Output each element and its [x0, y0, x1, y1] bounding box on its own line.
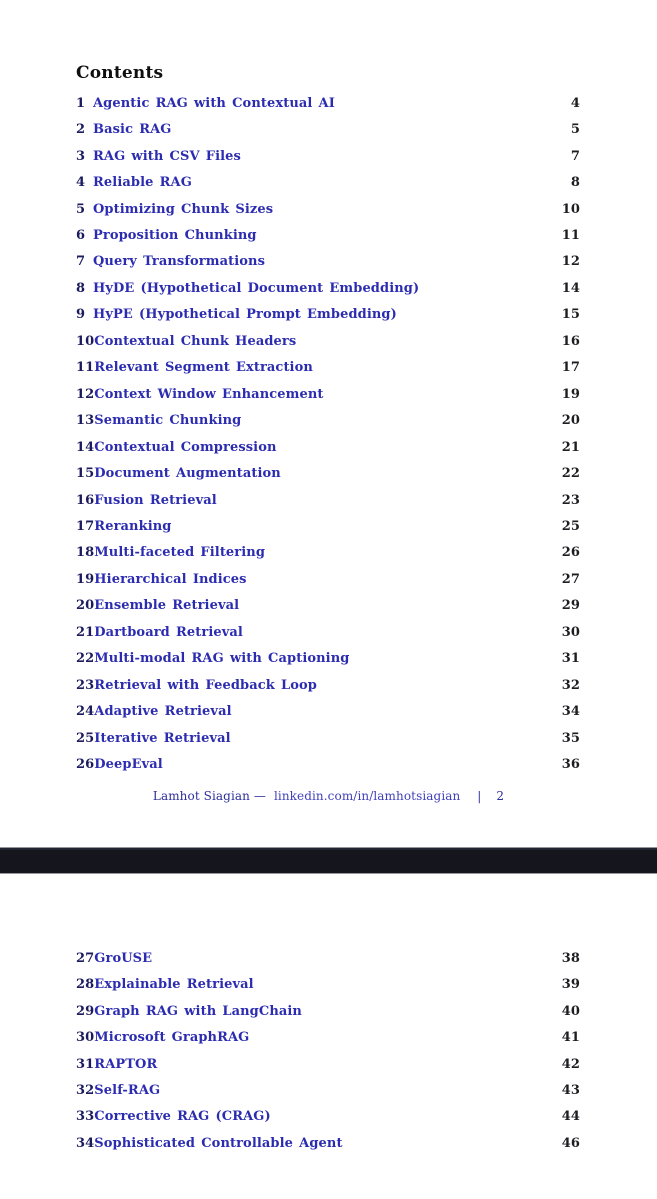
toc-entry-page: 20	[561, 413, 580, 429]
footer-author: Lamhot Siagian	[152, 789, 250, 803]
footer-linkedin-link[interactable]: linkedin.com/in/lamhotsiagian	[273, 789, 461, 803]
toc-entry[interactable]	[76, 998, 580, 1024]
toc-entry-number: 15	[76, 466, 95, 482]
toc-entry-title: DeepEval	[94, 757, 163, 773]
toc-entry-number: 16	[76, 492, 95, 508]
toc-entry-number: 2	[76, 122, 86, 138]
toc-list-page-2	[76, 945, 580, 1157]
toc-entry-number: 23	[76, 677, 95, 693]
toc-entry[interactable]	[76, 90, 580, 116]
toc-entry[interactable]	[76, 169, 580, 195]
toc-entry[interactable]	[76, 381, 580, 407]
toc-entry-title: Contextual Chunk Headers	[94, 333, 297, 349]
toc-entry-number: 21	[76, 624, 95, 640]
toc-entry-number: 24	[76, 704, 95, 720]
toc-entry-page: 40	[561, 1003, 580, 1019]
toc-entry-title: Proposition Chunking	[93, 227, 257, 243]
toc-entry-title: Fusion Retrieval	[94, 492, 217, 508]
toc-entry[interactable]	[76, 355, 580, 381]
toc-entry[interactable]	[76, 513, 580, 539]
toc-entry-title: Dartboard Retrieval	[94, 624, 243, 640]
toc-list-page-1	[76, 90, 580, 778]
toc-entry-page: 32	[561, 677, 580, 693]
toc-entry[interactable]	[76, 566, 580, 592]
toc-entry-title: HyDE (Hypothetical Document Embedding)	[93, 280, 420, 296]
toc-entry-page: 12	[561, 254, 580, 270]
toc-entry-number: 8	[76, 280, 86, 296]
toc-entry-title: Multi-faceted Filtering	[94, 545, 266, 561]
toc-entry-page: 10	[561, 201, 580, 217]
toc-entry[interactable]	[76, 249, 580, 275]
toc-entry-page: 31	[561, 651, 580, 667]
toc-entry-number: 10	[76, 333, 95, 349]
toc-entry-number: 14	[76, 439, 95, 455]
toc-entry[interactable]	[76, 222, 580, 248]
toc-entry[interactable]	[76, 751, 580, 777]
toc-entry-number: 11	[76, 360, 95, 376]
toc-entry-title: Self-RAG	[94, 1082, 161, 1098]
toc-entry-page: 15	[561, 307, 580, 323]
page-footer	[0, 789, 657, 803]
toc-entry-title: Reliable RAG	[93, 175, 192, 191]
footer-page-number: 2	[496, 789, 505, 803]
toc-entry[interactable]	[76, 196, 580, 222]
toc-entry[interactable]	[76, 460, 580, 486]
footer-dash: —	[253, 789, 267, 803]
toc-entry[interactable]	[76, 945, 580, 971]
toc-entry[interactable]	[76, 540, 580, 566]
toc-entry-number: 6	[76, 227, 86, 243]
toc-entry-page: 14	[561, 280, 580, 296]
toc-entry-title: Query Transformations	[93, 254, 266, 270]
toc-entry-title: Adaptive Retrieval	[94, 704, 232, 720]
toc-entry-page: 22	[561, 466, 580, 482]
toc-entry-title: Relevant Segment Extraction	[94, 360, 313, 376]
toc-entry-page: 44	[561, 1109, 580, 1125]
toc-entry-page: 17	[561, 360, 580, 376]
toc-entry[interactable]	[76, 619, 580, 645]
toc-entry-title: Graph RAG with LangChain	[94, 1003, 302, 1019]
toc-entry-number: 28	[76, 977, 95, 993]
toc-entry[interactable]	[76, 646, 580, 672]
toc-entry-title: Reranking	[94, 518, 172, 534]
toc-entry-title: Basic RAG	[93, 122, 172, 138]
page-separator	[0, 847, 657, 874]
toc-entry[interactable]	[76, 1077, 580, 1103]
toc-entry-title: Retrieval with Feedback Loop	[94, 677, 317, 693]
toc-entry-title: Sophisticated Controllable Agent	[94, 1135, 343, 1151]
toc-entry-title: Ensemble Retrieval	[94, 598, 240, 614]
toc-entry-page: 39	[561, 977, 580, 993]
toc-entry[interactable]	[76, 1130, 580, 1156]
toc-entry-number: 27	[76, 950, 95, 966]
toc-entry-number: 4	[76, 175, 86, 191]
toc-entry-title: Document Augmentation	[94, 466, 281, 482]
toc-entry-title: Context Window Enhancement	[94, 386, 324, 402]
toc-entry-page: 38	[561, 950, 580, 966]
toc-entry-title: Multi-modal RAG with Captioning	[94, 651, 350, 667]
toc-entry-page: 35	[561, 730, 580, 746]
toc-entry-page: 36	[561, 757, 580, 773]
toc-entry-title: Agentic RAG with Contextual AI	[93, 95, 335, 111]
toc-entry-page: 43	[561, 1082, 580, 1098]
toc-entry-number: 18	[76, 545, 95, 561]
toc-entry-number: 22	[76, 651, 95, 667]
toc-entry-page: 41	[561, 1030, 580, 1046]
toc-entry-title: Optimizing Chunk Sizes	[93, 201, 274, 217]
toc-entry-title: Corrective RAG (CRAG)	[94, 1109, 271, 1125]
toc-entry[interactable]	[76, 725, 580, 751]
toc-entry-number: 19	[76, 571, 95, 587]
toc-entry[interactable]	[76, 407, 580, 433]
toc-entry-page: 11	[561, 227, 580, 243]
toc-entry-title: RAPTOR	[94, 1056, 158, 1072]
toc-entry[interactable]	[76, 672, 580, 698]
toc-entry-page: 27	[561, 571, 580, 587]
toc-entry[interactable]	[76, 434, 580, 460]
toc-entry-number: 33	[76, 1109, 95, 1125]
toc-entry-page: 29	[561, 598, 580, 614]
toc-entry-page: 42	[561, 1056, 580, 1072]
toc-entry[interactable]	[76, 698, 580, 724]
toc-entry-page: 5	[570, 122, 580, 138]
toc-entry-number: 26	[76, 757, 95, 773]
toc-entry-page: 23	[561, 492, 580, 508]
toc-entry[interactable]	[76, 971, 580, 997]
toc-entry[interactable]	[76, 487, 580, 513]
toc-entry-page: 21	[561, 439, 580, 455]
toc-entry-title: Microsoft GraphRAG	[94, 1030, 250, 1046]
toc-entry-number: 1	[76, 95, 86, 111]
toc-entry-title: RAG with CSV Files	[93, 148, 241, 164]
toc-entry[interactable]	[76, 328, 580, 354]
toc-entry[interactable]	[76, 1051, 580, 1077]
toc-entry-number: 9	[76, 307, 86, 323]
toc-entry-number: 32	[76, 1082, 95, 1098]
toc-entry-page: 7	[570, 148, 580, 164]
toc-entry-title: Hierarchical Indices	[94, 571, 247, 587]
toc-entry[interactable]	[76, 275, 580, 301]
toc-entry-number: 13	[76, 413, 95, 429]
toc-entry-number: 5	[76, 201, 86, 217]
toc-entry-number: 30	[76, 1030, 95, 1046]
toc-entry-number: 7	[76, 254, 86, 270]
toc-entry[interactable]	[76, 1024, 580, 1050]
toc-entry-page: 8	[570, 175, 580, 191]
toc-entry-number: 3	[76, 148, 86, 164]
toc-entry[interactable]	[76, 593, 580, 619]
toc-entry-title: Iterative Retrieval	[94, 730, 231, 746]
toc-entry-title: Contextual Compression	[94, 439, 277, 455]
toc-entry-page: 25	[561, 518, 580, 534]
contents-heading: Contents	[76, 63, 164, 83]
toc-entry-title: GroUSE	[94, 950, 153, 966]
toc-entry-number: 29	[76, 1003, 95, 1019]
toc-entry-page: 26	[561, 545, 580, 561]
toc-entry-page: 34	[561, 704, 580, 720]
toc-entry-number: 34	[76, 1135, 95, 1151]
toc-entry-page: 19	[561, 386, 580, 402]
toc-entry-number: 20	[76, 598, 95, 614]
toc-entry-page: 4	[570, 95, 580, 111]
toc-entry-number: 31	[76, 1056, 95, 1072]
toc-entry-title: Explainable Retrieval	[94, 977, 254, 993]
toc-entry-title: HyPE (Hypothetical Prompt Embedding)	[93, 307, 397, 323]
toc-entry-page: 16	[561, 333, 580, 349]
toc-entry-number: 12	[76, 386, 95, 402]
pdf-page-2	[0, 874, 657, 1199]
toc-entry-title: Semantic Chunking	[94, 413, 242, 429]
toc-entry-page: 46	[561, 1135, 580, 1151]
toc-entry[interactable]	[76, 302, 580, 328]
toc-entry[interactable]	[76, 116, 580, 142]
footer-separator-bar: |	[477, 789, 482, 803]
toc-entry-number: 25	[76, 730, 95, 746]
toc-entry[interactable]	[76, 143, 580, 169]
toc-entry-page: 30	[561, 624, 580, 640]
toc-entry-number: 17	[76, 518, 95, 534]
toc-entry[interactable]	[76, 1104, 580, 1130]
